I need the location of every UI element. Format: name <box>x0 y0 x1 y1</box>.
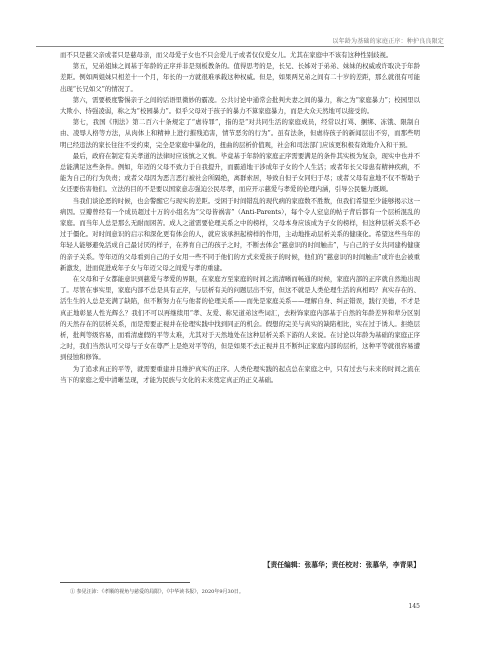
paragraph: 第七，我国《刑法》第二百六十条规定了“虐待罪”，指的是“对共同生活的家庭成员，经常以打骂、捆绑、冻饿、限制自由、凌辱人格等方法，从肉体上和精神上进行摧残追害，情节恶劣的行为”。虽有法条，但虐待孩子的新闻层出不穷，而那些明明已经违法的家长往往不受约束，完全是家庭中暴化的，扭曲的层析价值观，社会和司法部门应该更积极有效地介入和干预。 <box>60 118 420 149</box>
article-body <box>60 50 420 386</box>
footnote-text: 参见汪沛：《孝顺的视角与慈爱的局限》，《中华读书报》，2020年9月30日。 <box>76 589 244 595</box>
footnote-divider <box>60 582 190 583</box>
paragraph: 而不只是慈父亲或者只是慈母亲，而父母爱子女也不只会爱儿子或者仅仅爱女儿。尤其在家庭中不该有这种性别歧视。 <box>60 51 393 59</box>
paragraph: 最后，政府在制定有关孝道的法律时应该慎之又慎。毕竟基于年龄的家庭正序需要满足的条件其实极为复杂，现实中也并不总能满足这些条件。例如，年迈的父母不致力于自我提升，而霸道地干涉成年子女的个人生活；或者年长父母患有精神疾病，不能为自己的行为负责；或者父母因为恶言恶行被社会所隔绝，离群索居，导致自但子女同归于尽；或者父母有意地不仅不帮助子女还要伤害他们。立法的目的不是要以国家意志强迫公民尽孝，而应开示慈爱与孝爱的伦理内涵，引导公民魅力既顾。 <box>60 151 420 194</box>
page-number: 145 <box>408 603 420 610</box>
footnote <box>70 588 244 595</box>
header-divider <box>36 46 444 47</box>
paragraph: 第五，兄弟姐妹之间基于年龄的正序并非是刻板教条的。值得思考的是，长兄、长姊对于弟弟、妹妹的权威或许取决于年龄差距。例如两姐妹只相差十一个月，年长的一方就很难承载这种权威。但是，如果两兄弟之间有二十岁的差距，那么就很有可能出现“长兄如父”的情况了。 <box>60 62 420 93</box>
editor-credits: 【责任编辑：张慕华；责任校对：张慕华，李青果】 <box>263 561 420 569</box>
paragraph: 为了追求真正的平等，就需要重建并且维护真实的正序。人类伦理实践的起点总在家庭之中，只有过去与未来的时间之流在当下的家庭之爱中清晰呈现，才能为民族与文化的未来奠定真正的正义基础。 <box>60 364 420 384</box>
paragraph: 当我们谈论恶的时候，也会警醒它与现实的差距。受困于时间错乱的现代病的家庭数不胜数，但我们希望至少能够揭示这一病因。豆瓣曾经有一个成员超过十万的小组名为“父母皆祸害”（Anti-Parents），每个令人窒息的帖子背后都有一个层析混乱的家庭。而当年人总是那么无耐而困苦。成人之道需要伦理关系之中的榜样，父母本身应该成为子女的榜样，但这种层析关系不必过于僵化。对时间意识的启示和深化更有体会的人，就应该承担起榜样的作用，主动地推动层析关系的健康化。希望这些当年的年轻人能够避免活成自己最讨厌的样子，在养育自己的孩子之时，不断去体会“慈意识的时间触击”，与自己的子女共同建构健康的亲子关系。等年迈的父母看到自己的子女用一些不同于他们的方式来爱孩子的时候，他们的“慈意识的时间触击”或许也会被重新激发，进而促进成年子女与年迈父母之间爱与孝的重建。 <box>60 196 420 272</box>
footnote-marker: ① <box>70 589 76 595</box>
running-header: 以年龄为基础的家庭正序：种护良良限定 <box>332 38 444 45</box>
paragraph: 第六，需要极度警惕亲子之间的话语里微妙的霸凌。公共讨论中通常会批判夫妻之间的暴力，称之为“家庭暴力”；校园里以大欺小、恃强凌弱，称之为“校园暴力”。似乎父母对于孩子的暴力不算家庭暴力，而是大众天然地可以接受的。 <box>60 95 420 116</box>
paragraph: 在父母和子女都能意识到慈爱与孝爱的界限，在家庭方至家庭的时间之流清晰而畅通的时候，家庭内部的正序就自然地出现了。尽管在事实里，家庭内部不总是具有正序，与层析有关的问题层出不穷，但这不就是人类伦理生活的真相吗？真实存在的、活生生的人总是充满了缺陷，但不断努力在与他者的伦理关系——而先是家庭关系——理解自身、纠正错误，践行美德，不才是真正地彰显人性光辉么？我们不可以再继续用“孝、友爱、称兄道弟这些词汇，去粉饰家庭内部基于自然的年龄差异和辈分区别的天然存在的层析关系，而是需要正视并在伦理实践中找到同正的机会。假想的完美与真实的缺陷相比，实在过于诱人。拒绝层析，批判等级容易，而看清虚假的平等太难，尤其对于天然地处在这种层析关系下游的人来说。在讨论以年龄为基础的家庭正序之时，我们当然认可父母与子女在尊严上是绝对平等的，但是如果不去正视并且不断纠正家庭内部的层析，这种平等就很容易遭到侵蚀和修饰。 <box>60 275 420 362</box>
